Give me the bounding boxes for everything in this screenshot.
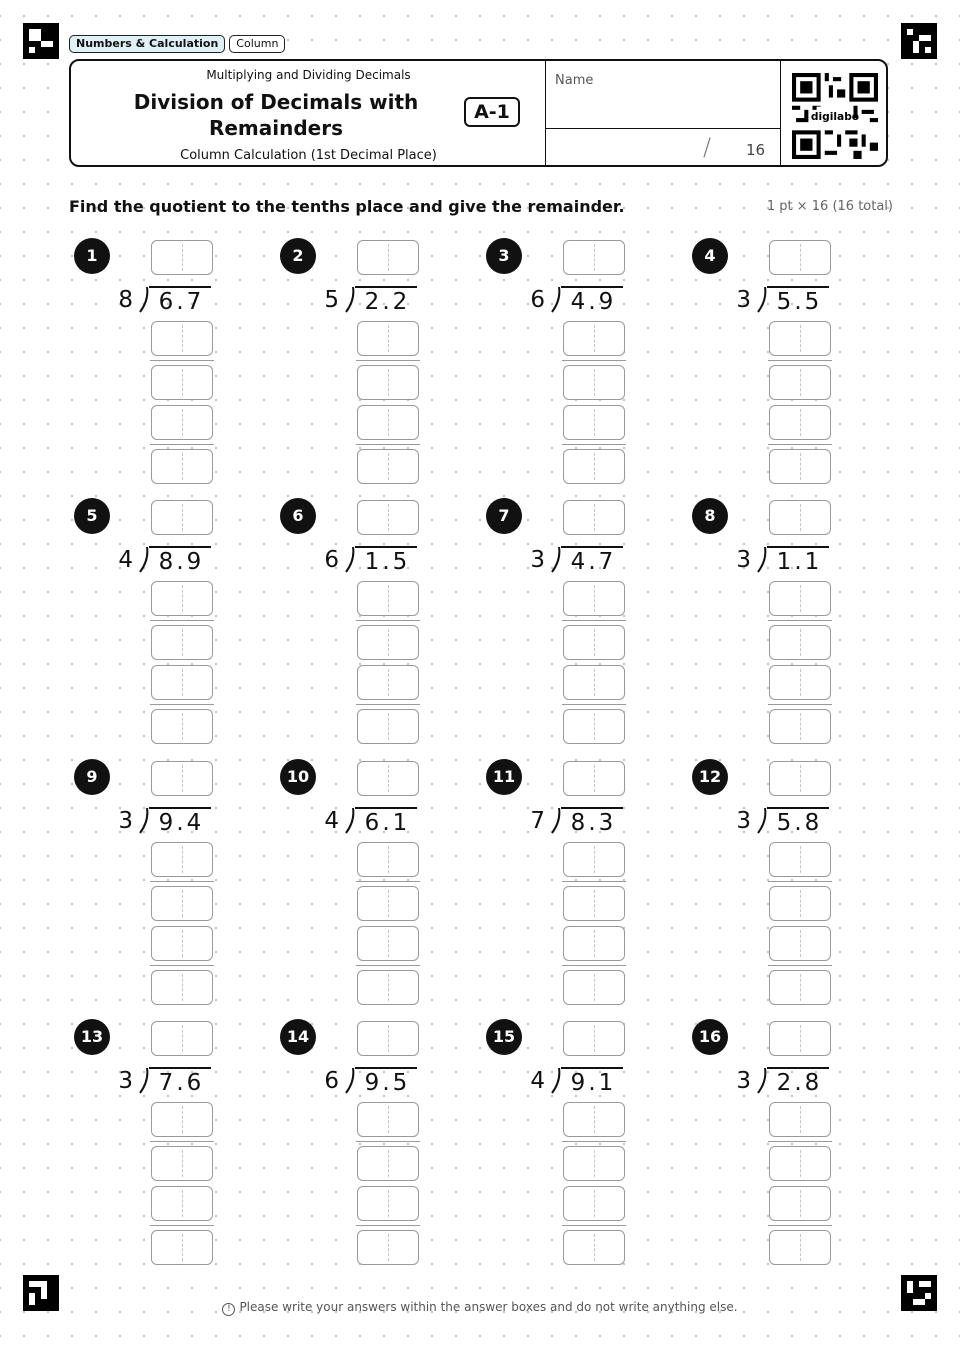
divisor-value: 3 [530, 547, 545, 573]
long-division-bracket-icon [139, 808, 149, 834]
subtraction-line [356, 1225, 420, 1226]
quotient-answer-box[interactable] [563, 240, 625, 275]
subtraction-line [356, 704, 420, 705]
dividend-ones-digit: 9 [158, 810, 174, 836]
score-total: 16 [746, 141, 766, 159]
divisor-value: 6 [324, 547, 339, 573]
problem-number: 14 [280, 1019, 316, 1055]
dividend-ones-digit: 8 [570, 810, 586, 836]
work-answer-box[interactable] [357, 581, 419, 616]
work-answer-box[interactable] [151, 970, 213, 1005]
work-answer-box[interactable] [563, 321, 625, 356]
division-problem [275, 756, 475, 1016]
decimal-point: . [176, 549, 184, 575]
dividend-ones-digit: 8 [158, 549, 174, 575]
work-answer-box[interactable] [769, 970, 831, 1005]
work-answer-box[interactable] [357, 709, 419, 744]
decimal-point: . [588, 549, 596, 575]
corner-marker-top-left-icon [23, 23, 59, 59]
decimal-point: . [794, 549, 802, 575]
work-answer-box[interactable] [769, 886, 831, 921]
subtraction-line [150, 1141, 214, 1142]
worksheet-subtitle: Multiplying and Dividing Decimals [206, 68, 411, 82]
subtraction-line [768, 1141, 832, 1142]
quotient-answer-box[interactable] [357, 240, 419, 275]
subtraction-line [562, 620, 626, 621]
decimal-point: . [794, 289, 802, 315]
qr-code-icon [792, 73, 878, 159]
work-answer-box[interactable] [563, 449, 625, 484]
problem-number: 8 [692, 498, 728, 534]
work-answer-box[interactable] [357, 1230, 419, 1265]
work-answer-box[interactable] [563, 842, 625, 877]
subtraction-line [768, 360, 832, 361]
decimal-point: . [588, 1070, 596, 1096]
subtraction-line [150, 881, 214, 882]
long-division-bracket-icon [551, 1068, 561, 1094]
work-answer-box[interactable] [357, 842, 419, 877]
work-answer-box[interactable] [357, 625, 419, 660]
work-answer-box[interactable] [151, 842, 213, 877]
work-answer-box[interactable] [769, 405, 831, 440]
dividend-ones-digit: 5 [776, 810, 792, 836]
subtraction-line [150, 444, 214, 445]
work-answer-box[interactable] [563, 625, 625, 660]
divisor-value: 5 [324, 287, 339, 313]
problem-number: 9 [74, 759, 110, 795]
problem-number: 15 [486, 1019, 522, 1055]
work-answer-box[interactable] [357, 970, 419, 1005]
dividend-tenths-digit: 9 [186, 549, 202, 575]
work-answer-box[interactable] [563, 1146, 625, 1181]
quotient-answer-box[interactable] [563, 761, 625, 796]
problem-number: 13 [74, 1019, 110, 1055]
dividend-ones-digit: 9 [570, 1070, 586, 1096]
work-answer-box[interactable] [563, 581, 625, 616]
work-answer-box[interactable] [151, 365, 213, 400]
dividend-overline [355, 286, 417, 288]
tag-column: Column [229, 35, 285, 53]
work-answer-box[interactable] [151, 625, 213, 660]
subtraction-line [768, 444, 832, 445]
dividend-tenths-digit: 3 [598, 810, 614, 836]
problem-number: 1 [74, 238, 110, 274]
divisor-value: 4 [530, 1068, 545, 1094]
work-answer-box[interactable] [357, 449, 419, 484]
work-answer-box[interactable] [151, 581, 213, 616]
work-answer-box[interactable] [769, 1230, 831, 1265]
problem-number: 10 [280, 759, 316, 795]
worksheet-title: Division of Decimals with Remainders [133, 90, 419, 140]
worksheet-caption: Column Calculation (1st Decimal Place) [180, 148, 437, 163]
work-answer-box[interactable] [769, 449, 831, 484]
work-answer-box[interactable] [769, 1186, 831, 1221]
long-division-bracket-icon [345, 547, 355, 573]
subtraction-line [150, 620, 214, 621]
decimal-point: . [382, 1070, 390, 1096]
dividend-tenths-digit: 7 [186, 289, 202, 315]
decimal-point: . [588, 810, 596, 836]
dividend-overline [149, 807, 211, 809]
work-answer-box[interactable] [769, 365, 831, 400]
work-answer-box[interactable] [357, 321, 419, 356]
dividend-ones-digit: 6 [364, 810, 380, 836]
category-tags [69, 35, 285, 53]
long-division-bracket-icon [551, 547, 561, 573]
quotient-answer-box[interactable] [151, 1021, 213, 1056]
work-answer-box[interactable] [769, 581, 831, 616]
subtraction-line [150, 360, 214, 361]
subtraction-line [768, 704, 832, 705]
header-divider [545, 61, 546, 165]
points-info: 1 pt × 16 (16 total) [766, 199, 893, 214]
work-answer-box[interactable] [563, 886, 625, 921]
score-slash: / [703, 133, 712, 161]
decimal-point: . [382, 810, 390, 836]
instruction-text: Find the quotient to the tenths place and give the remainder. [69, 197, 625, 216]
work-answer-box[interactable] [151, 886, 213, 921]
work-answer-box[interactable] [769, 1102, 831, 1137]
work-answer-box[interactable] [151, 449, 213, 484]
dividend-ones-digit: 7 [158, 1070, 174, 1096]
decimal-point: . [382, 549, 390, 575]
work-answer-box[interactable] [563, 926, 625, 961]
problem-number: 2 [280, 238, 316, 274]
divisor-value: 3 [736, 287, 751, 313]
dividend-overline [767, 807, 829, 809]
dividend-tenths-digit: 7 [598, 549, 614, 575]
work-answer-box[interactable] [563, 1186, 625, 1221]
dividend-overline [355, 807, 417, 809]
footer-note [0, 1300, 960, 1316]
quotient-answer-box[interactable] [769, 240, 831, 275]
subtraction-line [768, 620, 832, 621]
divisor-value: 3 [736, 1068, 751, 1094]
long-division-bracket-icon [345, 287, 355, 313]
division-problem [687, 756, 887, 1016]
dividend-overline [561, 286, 623, 288]
work-answer-box[interactable] [769, 321, 831, 356]
subtraction-line [562, 704, 626, 705]
dividend-tenths-digit: 6 [186, 1070, 202, 1096]
subtraction-line [356, 881, 420, 882]
quotient-answer-box[interactable] [769, 761, 831, 796]
long-division-bracket-icon [345, 808, 355, 834]
work-answer-box[interactable] [151, 321, 213, 356]
header-divider [780, 61, 781, 165]
dividend-tenths-digit: 1 [598, 1070, 614, 1096]
work-answer-box[interactable] [769, 709, 831, 744]
subtraction-line [150, 704, 214, 705]
division-problem [687, 235, 887, 495]
work-answer-box[interactable] [357, 1102, 419, 1137]
subtraction-line [150, 1225, 214, 1226]
dividend-overline [561, 546, 623, 548]
work-answer-box[interactable] [563, 1102, 625, 1137]
footer-text: Please write your answers within the answer boxes and do not write anything else. [239, 1300, 738, 1314]
work-answer-box[interactable] [563, 970, 625, 1005]
dividend-tenths-digit: 9 [598, 289, 614, 315]
work-answer-box[interactable] [769, 842, 831, 877]
division-problem [275, 495, 475, 755]
subtraction-line [768, 1225, 832, 1226]
divisor-value: 7 [530, 808, 545, 834]
dividend-overline [767, 286, 829, 288]
quotient-answer-box[interactable] [563, 500, 625, 535]
name-label: Name [555, 73, 594, 88]
quotient-answer-box[interactable] [151, 761, 213, 796]
dividend-ones-digit: 6 [158, 289, 174, 315]
dividend-tenths-digit: 1 [392, 810, 408, 836]
dividend-ones-digit: 2 [364, 289, 380, 315]
work-answer-box[interactable] [357, 1186, 419, 1221]
dividend-ones-digit: 2 [776, 1070, 792, 1096]
work-answer-box[interactable] [151, 665, 213, 700]
long-division-bracket-icon [551, 287, 561, 313]
quotient-answer-box[interactable] [769, 1021, 831, 1056]
subtraction-line [356, 360, 420, 361]
dividend-overline [355, 546, 417, 548]
dividend-overline [767, 1067, 829, 1069]
dividend-tenths-digit: 5 [392, 1070, 408, 1096]
division-problem [275, 1016, 475, 1276]
work-answer-box[interactable] [151, 405, 213, 440]
dividend-overline [149, 1067, 211, 1069]
work-answer-box[interactable] [151, 1230, 213, 1265]
work-answer-box[interactable] [151, 1186, 213, 1221]
division-problem [69, 495, 269, 755]
work-answer-box[interactable] [563, 365, 625, 400]
problem-number: 7 [486, 498, 522, 534]
dividend-tenths-digit: 5 [392, 549, 408, 575]
division-problem [69, 756, 269, 1016]
dividend-tenths-digit: 8 [804, 1070, 820, 1096]
work-answer-box[interactable] [769, 625, 831, 660]
divisor-value: 6 [530, 287, 545, 313]
decimal-point: . [588, 289, 596, 315]
problem-number: 12 [692, 759, 728, 795]
dividend-tenths-digit: 4 [186, 810, 202, 836]
work-answer-box[interactable] [357, 665, 419, 700]
subtraction-line [562, 881, 626, 882]
long-division-bracket-icon [757, 547, 767, 573]
division-problem [69, 1016, 269, 1276]
dividend-ones-digit: 5 [776, 289, 792, 315]
divisor-value: 3 [736, 808, 751, 834]
divisor-value: 4 [118, 547, 133, 573]
work-answer-box[interactable] [563, 665, 625, 700]
divisor-value: 8 [118, 287, 133, 313]
work-answer-box[interactable] [563, 709, 625, 744]
tag-numbers-calculation: Numbers & Calculation [69, 35, 225, 53]
dividend-ones-digit: 1 [364, 549, 380, 575]
problem-number: 16 [692, 1019, 728, 1055]
divisor-value: 3 [118, 808, 133, 834]
work-answer-box[interactable] [357, 405, 419, 440]
level-badge: A-1 [464, 97, 520, 127]
dividend-overline [767, 546, 829, 548]
long-division-bracket-icon [757, 287, 767, 313]
long-division-bracket-icon [757, 1068, 767, 1094]
corner-marker-top-right-icon [901, 23, 937, 59]
subtraction-line [356, 620, 420, 621]
dividend-tenths-digit: 8 [804, 810, 820, 836]
dividend-ones-digit: 1 [776, 549, 792, 575]
work-answer-box[interactable] [151, 1102, 213, 1137]
long-division-bracket-icon [139, 1068, 149, 1094]
long-division-bracket-icon [551, 808, 561, 834]
long-division-bracket-icon [139, 287, 149, 313]
quotient-answer-box[interactable] [357, 761, 419, 796]
divisor-value: 3 [118, 1068, 133, 1094]
decimal-point: . [382, 289, 390, 315]
dividend-overline [561, 807, 623, 809]
subtraction-line [356, 444, 420, 445]
work-answer-box[interactable] [769, 1146, 831, 1181]
work-answer-box[interactable] [151, 926, 213, 961]
work-answer-box[interactable] [151, 709, 213, 744]
division-problem [687, 1016, 887, 1276]
work-answer-box[interactable] [769, 665, 831, 700]
division-problem [481, 1016, 681, 1276]
long-division-bracket-icon [345, 1068, 355, 1094]
header-divider [545, 128, 780, 129]
work-answer-box[interactable] [357, 886, 419, 921]
dividend-overline [149, 286, 211, 288]
long-division-bracket-icon [139, 547, 149, 573]
division-problem [481, 235, 681, 495]
decimal-point: . [176, 810, 184, 836]
subtraction-line [562, 444, 626, 445]
problem-number: 3 [486, 238, 522, 274]
decimal-point: . [794, 1070, 802, 1096]
subtraction-line [356, 1141, 420, 1142]
dividend-overline [149, 546, 211, 548]
quotient-answer-box[interactable] [357, 1021, 419, 1056]
problem-number: 4 [692, 238, 728, 274]
subtraction-line [768, 881, 832, 882]
dividend-overline [561, 1067, 623, 1069]
work-answer-box[interactable] [357, 926, 419, 961]
division-problem [275, 235, 475, 495]
problem-number: 11 [486, 759, 522, 795]
subtraction-line [562, 1225, 626, 1226]
quotient-answer-box[interactable] [151, 240, 213, 275]
work-answer-box[interactable] [563, 405, 625, 440]
qr-brand-text: digilabo [810, 110, 860, 124]
long-division-bracket-icon [757, 808, 767, 834]
work-answer-box[interactable] [151, 1146, 213, 1181]
subtraction-line [562, 1141, 626, 1142]
quotient-answer-box[interactable] [151, 500, 213, 535]
subtraction-line [562, 360, 626, 361]
work-answer-box[interactable] [563, 1230, 625, 1265]
subtraction-line [150, 965, 214, 966]
problem-number: 6 [280, 498, 316, 534]
dividend-ones-digit: 4 [570, 289, 586, 315]
divisor-value: 4 [324, 808, 339, 834]
decimal-point: . [794, 810, 802, 836]
work-answer-box[interactable] [769, 926, 831, 961]
info-icon: ! [222, 1303, 235, 1316]
dividend-ones-digit: 9 [364, 1070, 380, 1096]
division-problem [687, 495, 887, 755]
quotient-answer-box[interactable] [563, 1021, 625, 1056]
worksheet-header [69, 59, 888, 167]
dividend-tenths-digit: 2 [392, 289, 408, 315]
quotient-answer-box[interactable] [357, 500, 419, 535]
dividend-overline [355, 1067, 417, 1069]
division-problem [69, 235, 269, 495]
subtraction-line [562, 965, 626, 966]
work-answer-box[interactable] [357, 1146, 419, 1181]
division-problem [481, 495, 681, 755]
dividend-tenths-digit: 1 [804, 549, 820, 575]
quotient-answer-box[interactable] [769, 500, 831, 535]
dividend-tenths-digit: 5 [804, 289, 820, 315]
problem-number: 5 [74, 498, 110, 534]
subtraction-line [768, 965, 832, 966]
division-problem [481, 756, 681, 1016]
work-answer-box[interactable] [357, 365, 419, 400]
decimal-point: . [176, 289, 184, 315]
subtraction-line [356, 965, 420, 966]
divisor-value: 6 [324, 1068, 339, 1094]
dividend-ones-digit: 4 [570, 549, 586, 575]
decimal-point: . [176, 1070, 184, 1096]
divisor-value: 3 [736, 547, 751, 573]
